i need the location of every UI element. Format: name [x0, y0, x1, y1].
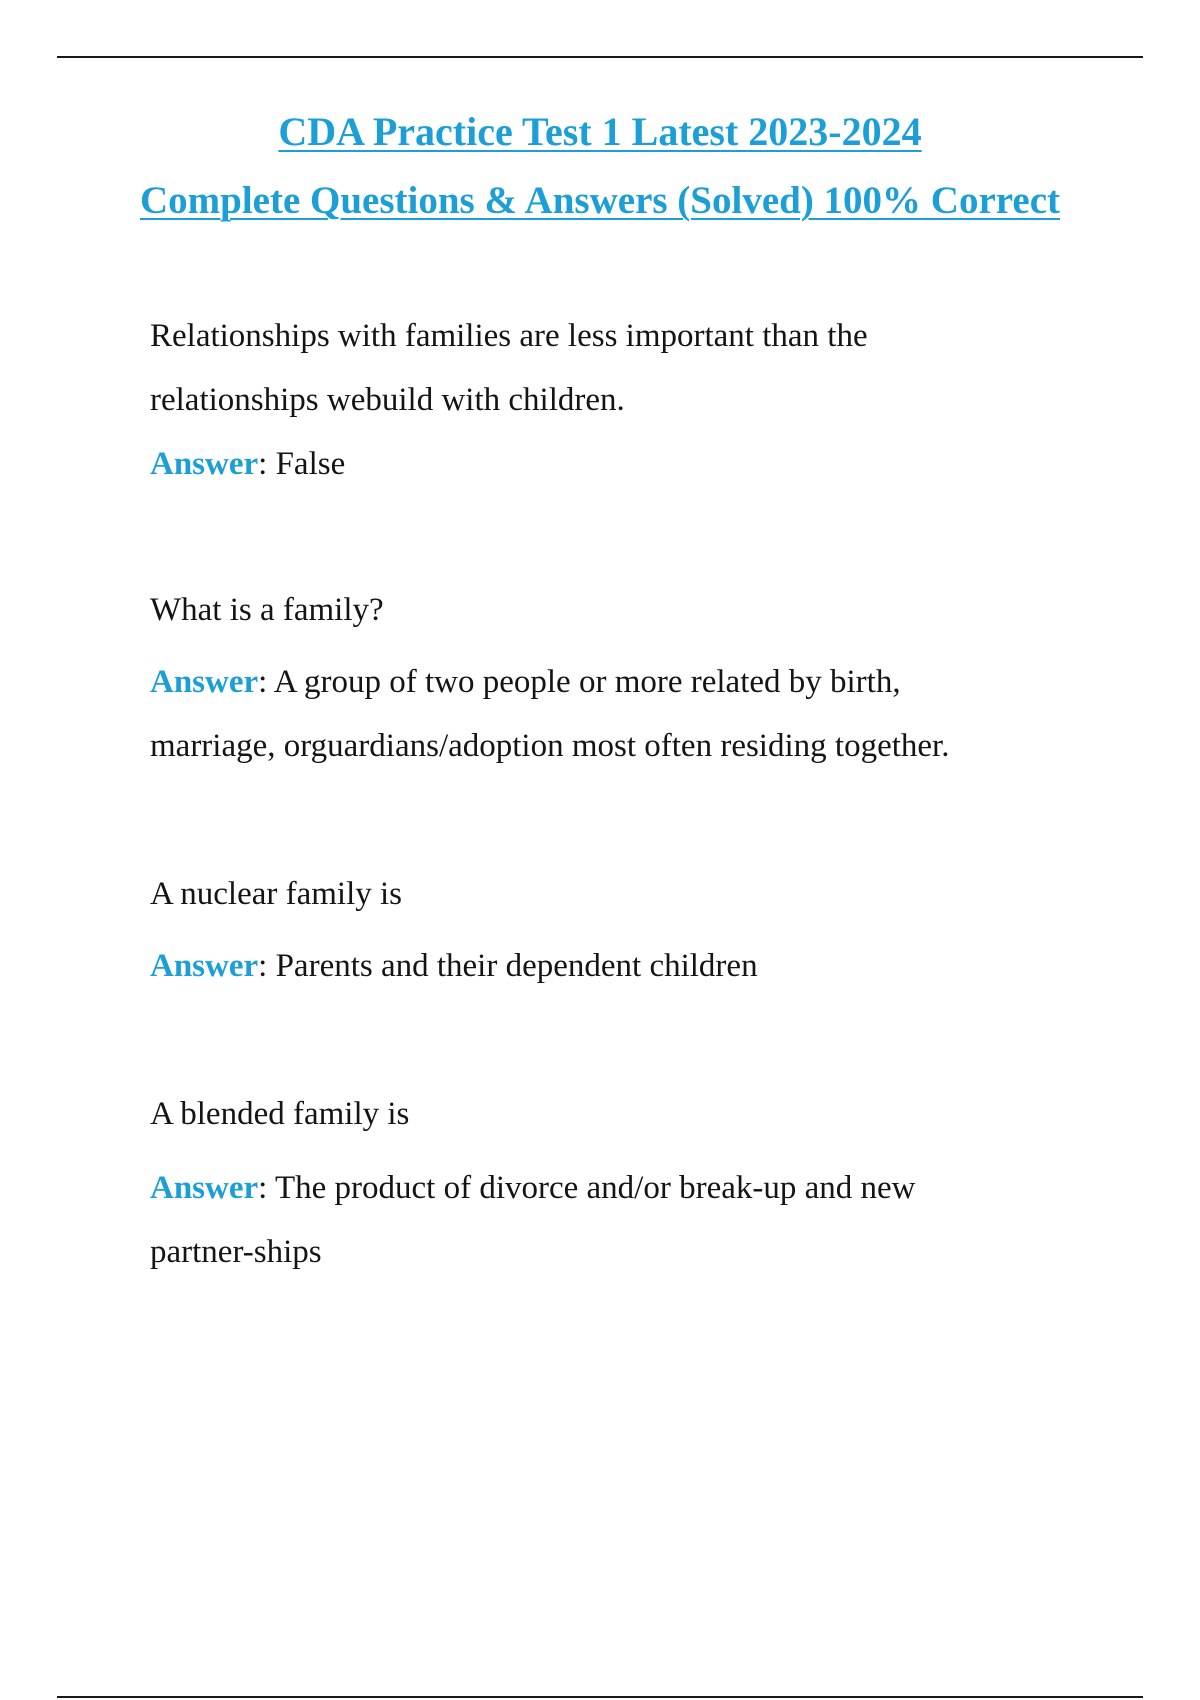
answer-label: Answer	[150, 664, 259, 700]
document-subtitle: Complete Questions & Answers (Solved) 100% Correct	[139, 179, 1060, 222]
answer-text: marriage, orguardians/adoption most often residing together.	[150, 728, 950, 764]
answer-text: : False	[258, 446, 346, 482]
question-text: Relationships with families are less important than the	[150, 318, 868, 354]
question-text: A nuclear family is	[150, 876, 403, 912]
answer-label: Answer	[150, 446, 259, 482]
answer-label: Answer	[150, 948, 259, 984]
answer-text: : Parents and their dependent children	[258, 948, 758, 984]
answer-line	[150, 432, 1050, 496]
answer-line	[150, 934, 1050, 998]
answer-line	[150, 650, 1050, 714]
answer-text: partner-ships	[150, 1234, 322, 1270]
qa-item-4	[150, 1082, 1050, 1284]
question-text: A blended family is	[150, 1096, 410, 1132]
question-text: What is a family?	[150, 592, 384, 628]
question-text: relationships webuild with children.	[150, 382, 625, 418]
answer-label: Answer	[150, 1170, 259, 1206]
top-rule	[57, 56, 1143, 58]
answer-line	[150, 1156, 1050, 1220]
qa-item-3	[150, 862, 1050, 998]
answer-text: : A group of two people or more related by birth,	[258, 664, 901, 700]
answer-text: : The product of divorce and/or break-up and new	[258, 1170, 916, 1206]
document-title: CDA Practice Test 1 Latest 2023-2024	[278, 109, 922, 154]
qa-item-2	[150, 578, 1050, 778]
qa-item-1	[150, 304, 1050, 496]
bottom-rule	[57, 1696, 1143, 1698]
